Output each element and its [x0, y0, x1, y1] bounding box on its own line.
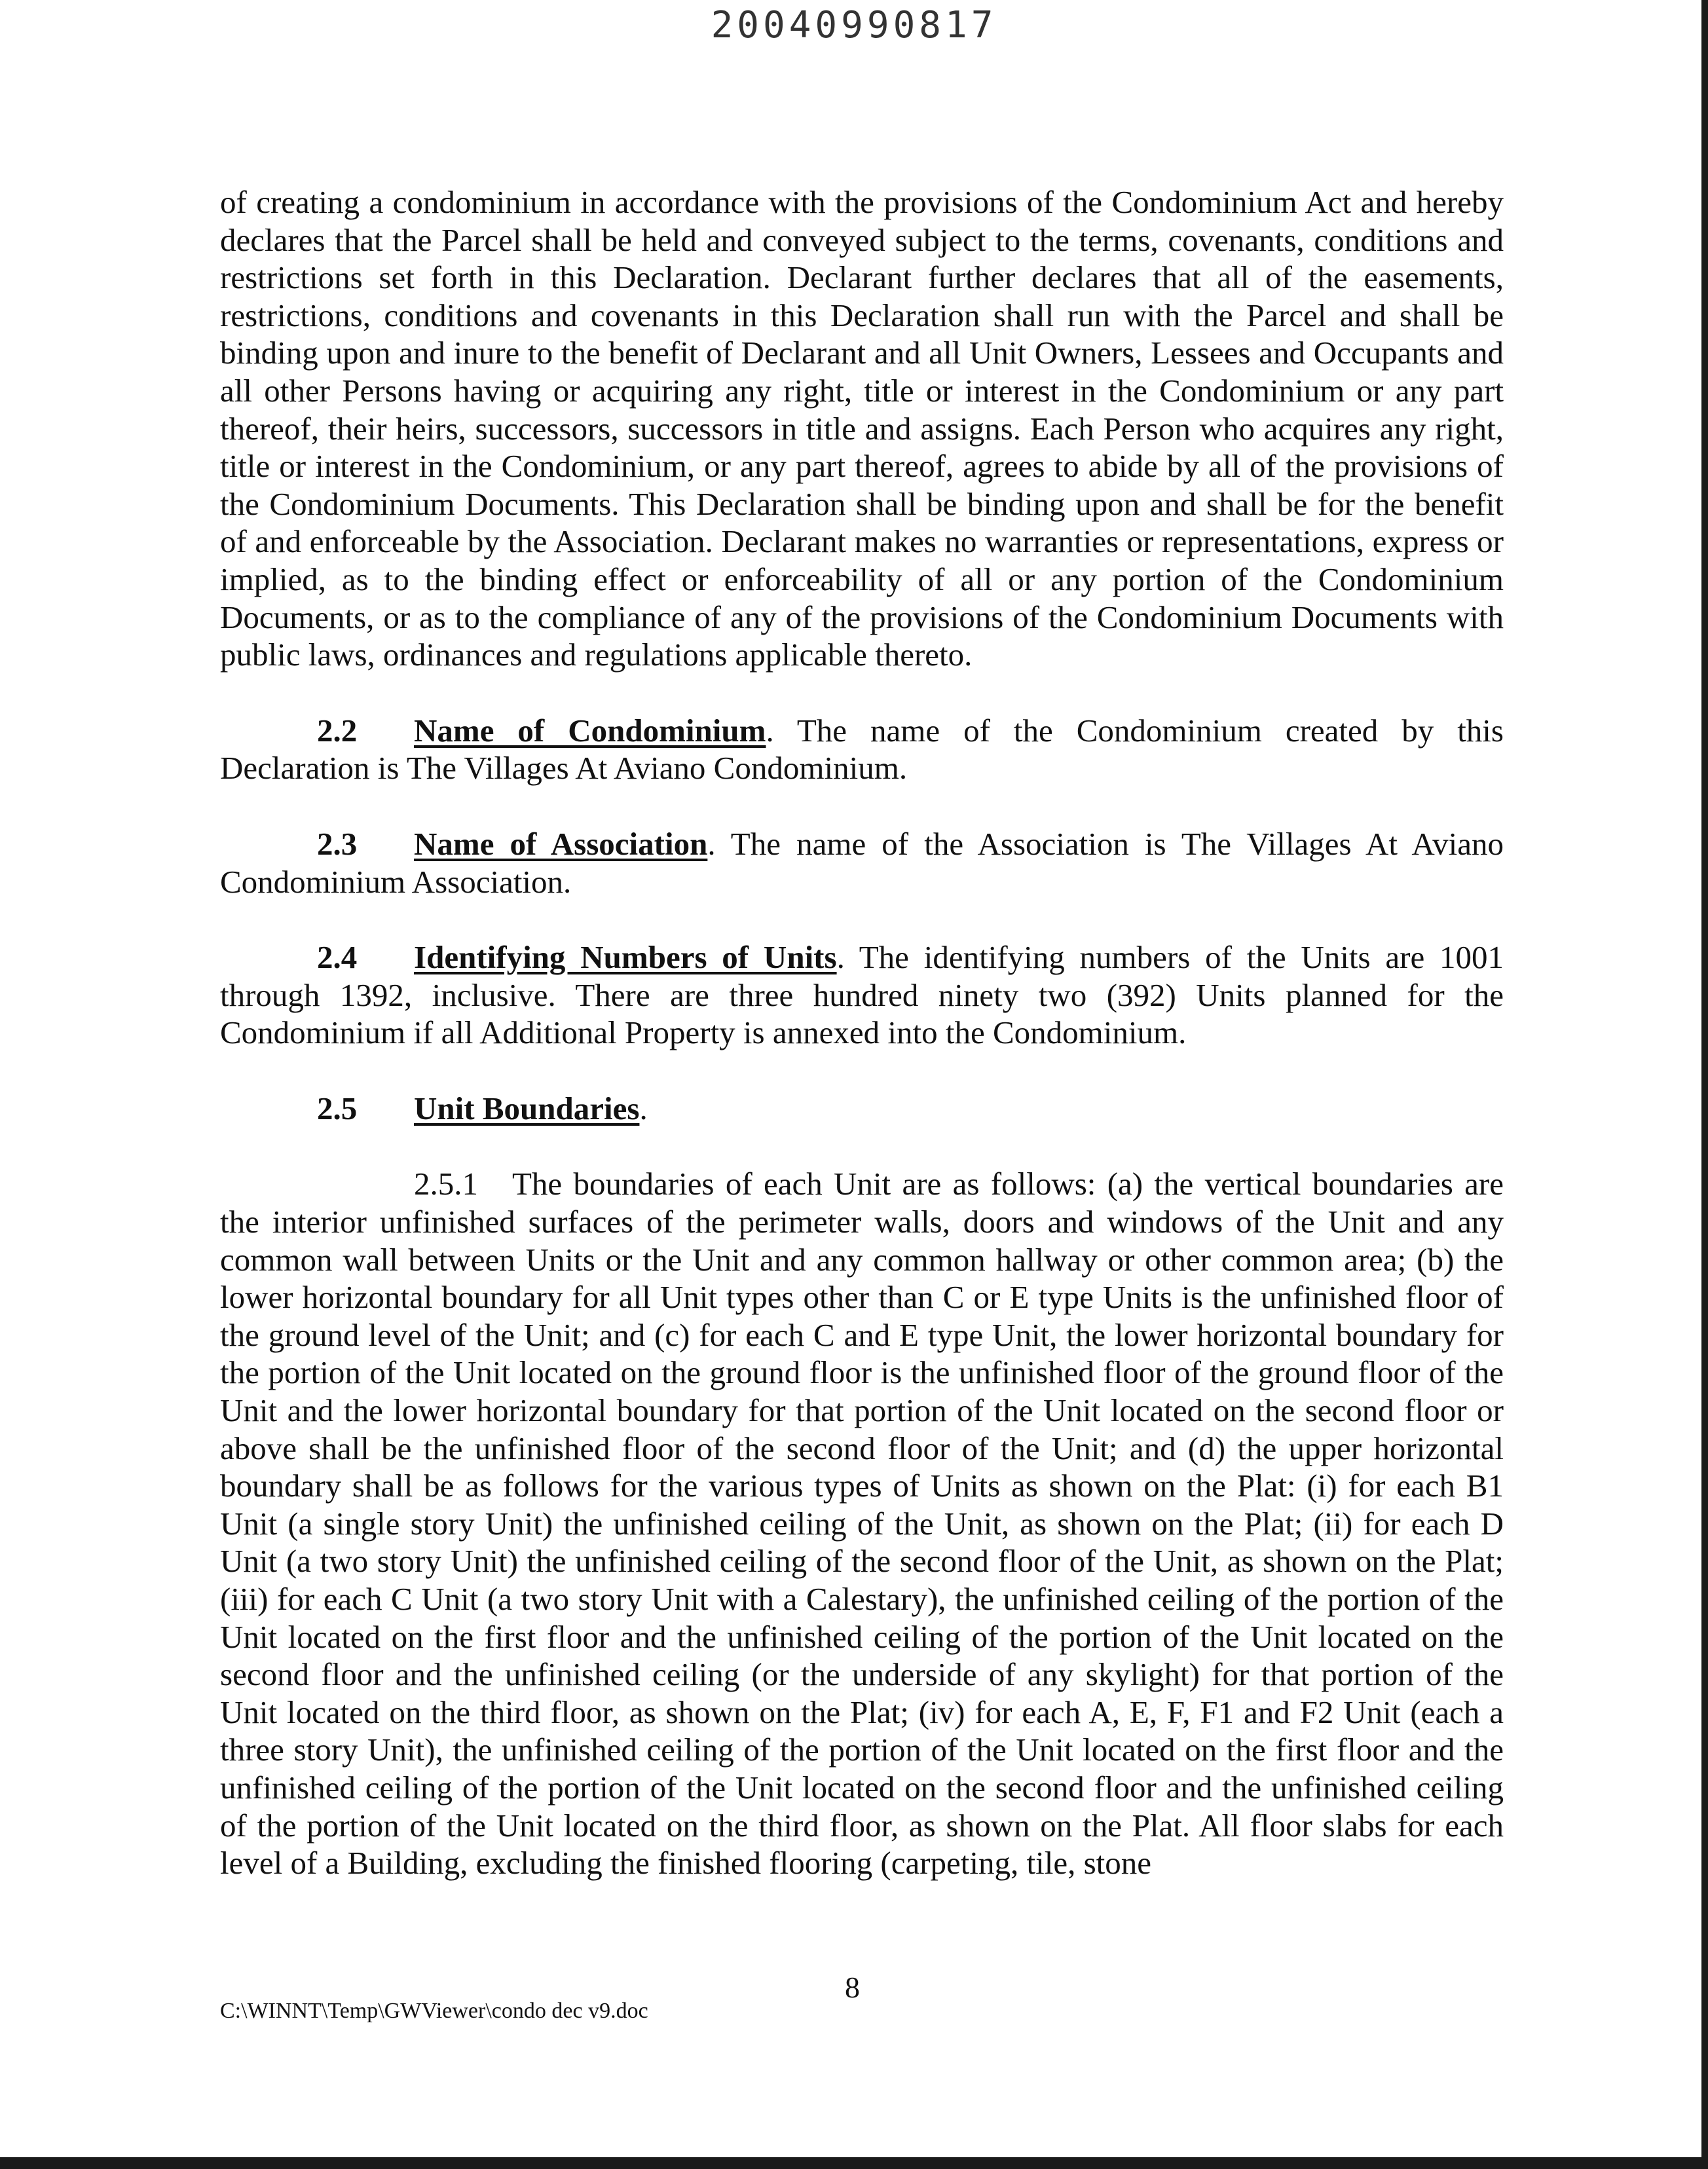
- subsection-text: The boundaries of each Unit are as follows: (a) the vertical boundaries are the interior unfinished surfaces of the perimeter walls, doors and windows of the Unit and any common wall between Units or the Unit and any common hallway or other common area; (b) the lower horizontal boundary for all Unit types other than C or E type Units is the unfinished floor of the ground level of the Unit; and (c) for each C and E type Unit, the lower horizontal boundary for the portion of the Unit located on the ground floor is the unfinished floor of the ground floor of the Unit and the lower horizontal boundary for that portion of the Unit located on the second floor or above shall be the unfinished floor of the second floor of the Unit; and (d) the upper horizontal boundary shall be as follows for the various types of Units as shown on the Plat: (i) for each B1 Unit (a single story Unit) the unfinished ceiling of the Unit, as shown on the Plat; (ii) for each D Unit (a two story Unit) the unfinished ceiling of the second floor of the Unit, as shown on the Plat; (iii) for each C Unit (a two story Unit with a Calestary), the unfinished ceiling of the portion of the Unit located on the first floor and the unfinished ceiling of the portion of the Unit located on the second floor and the unfinished ceiling (or the underside of any skylight) for that portion of the Unit located on the third floor, as shown on the Plat; (iv) for each A, E, F, F1 and F2 Unit (each a three story Unit), the unfinished ceiling of the portion of the Unit located on the first floor and the unfinished ceiling of the portion of the Unit located on the second floor and the unfinished ceiling of the portion of the Unit located on the third floor, as shown on the Plat. All floor slabs for each level of a Building, excluding the finished flooring (carpeting, tile, stone: [220, 1166, 1504, 1882]
- scan-border-right: [1701, 0, 1708, 2169]
- document-number: 20040990817: [711, 4, 997, 46]
- section-title: Unit Boundaries: [414, 1090, 640, 1126]
- section-text: . The name of the Association is The Villages At Aviano Condominium Association.: [220, 825, 1504, 900]
- section-title: Name of Condominium: [414, 712, 766, 749]
- section-2-3: [220, 825, 1504, 900]
- section-number: 2.4: [317, 939, 358, 976]
- section-2-4: [220, 938, 1504, 1052]
- intro-paragraph: of creating a condominium in accordance with the provisions of the Condominium Act and hereby declares that the Parcel shall be held and conveyed subject to the terms, covenants, conditions and restrictions set forth in this Declaration. Declarant further declares that all of the easements, restrictions, conditions and covenants in this Declaration shall run with the Parcel and shall be binding upon and inure to the benefit of Declarant and all Unit Owners, Lessees and Occupants and all other Persons having or acquiring any right, title or interest in the Condominium or any part thereof, their heirs, successors, successors in title and assigns. Each Person who acquires any right, title or interest in the Condominium, or any part thereof, agrees to abide by all of the provisions of the Condominium Documents. This Declaration shall be binding upon and shall be for the benefit of and enforceable by the Association. Declarant makes no warranties or representations, express or implied, as to the binding effect or enforceability of all or any portion of the Condominium Documents, or as to the compliance of any of the provisions of the Condominium Documents with public laws, ordinances and regulations applicable thereto.: [220, 184, 1504, 673]
- section-text: . The name of the Condominium created by this Declaration is The Villages At Aviano Condominium.: [220, 712, 1504, 787]
- section-title: Name of Association: [414, 825, 708, 862]
- section-text: . The identifying numbers of the Units are 1001 through 1392, inclusive. There are three hundred ninety two (392) Units planned for the Condominium if all Additional Property is annexed into the Condominium.: [220, 939, 1504, 1051]
- scan-border-bottom: [0, 2157, 1708, 2169]
- document-body: [220, 183, 1504, 1882]
- file-path: C:\WINNT\Temp\GWViewer\condo dec v9.doc: [220, 1999, 648, 2023]
- section-number: 2.2: [317, 712, 358, 749]
- section-2-2: [220, 712, 1504, 787]
- section-number: 2.5: [317, 1090, 358, 1126]
- page-number: 8: [845, 1971, 860, 2004]
- section-number: 2.3: [317, 825, 358, 862]
- section-text: .: [639, 1090, 648, 1126]
- subsection-2-5-1: [220, 1165, 1504, 1882]
- subsection-number: 2.5.1: [414, 1166, 478, 1202]
- section-title: Identifying Numbers of Units: [414, 939, 837, 976]
- section-2-5: [220, 1090, 1504, 1128]
